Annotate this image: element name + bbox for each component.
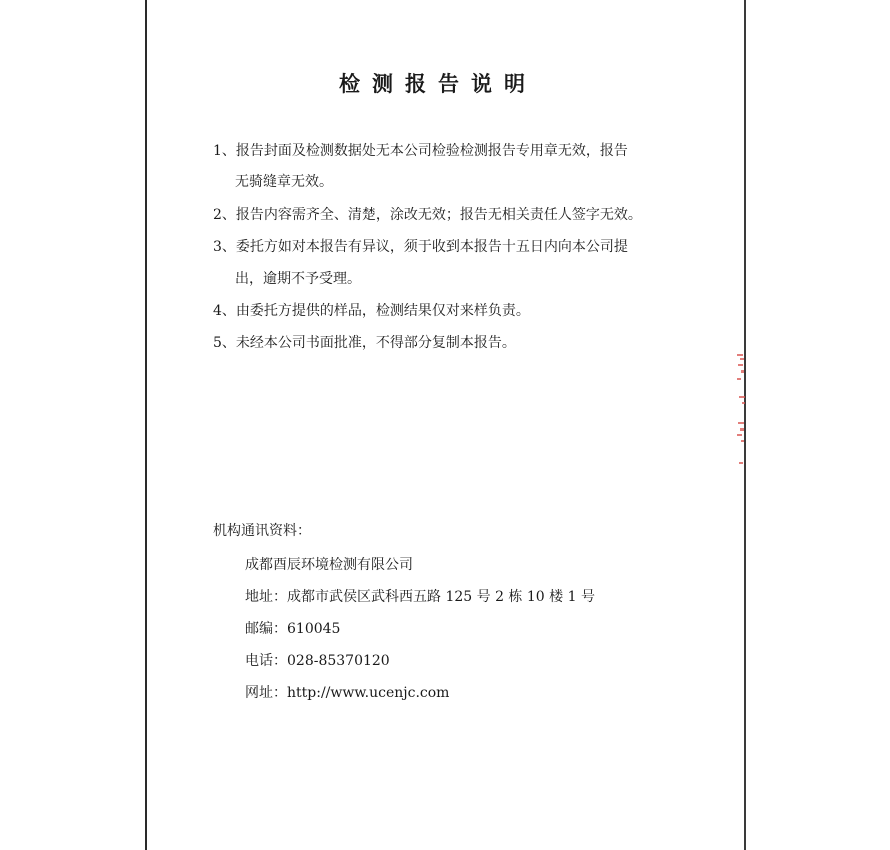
contact-heading: 机构通讯资料： <box>213 523 311 539</box>
clause-3-line-1: 3、委托方如对本报告有异议，须于收到本报告十五日内向本公司提 <box>213 239 628 255</box>
seam-seal-fragment-icon <box>735 352 747 472</box>
clause-1-line-2: 无骑缝章无效。 <box>235 174 333 190</box>
document-title: 检测报告说明 <box>339 71 537 96</box>
contact-postcode: 邮编：610045 <box>245 621 341 637</box>
clause-2-line-1: 2、报告内容需齐全、清楚，涂改无效；报告无相关责任人签字无效。 <box>213 207 642 223</box>
contact-address: 地址：成都市武侯区武科西五路 125 号 2 栋 10 楼 1 号 <box>245 589 595 605</box>
clause-4-line-1: 4、由委托方提供的样品，检测结果仅对来样负责。 <box>213 303 530 319</box>
contact-website: 网址：http://www.ucenjc.com <box>245 685 450 701</box>
contact-company: 成都酉辰环境检测有限公司 <box>245 557 413 573</box>
clause-3-line-2: 出，逾期不予受理。 <box>235 271 361 287</box>
clause-1-line-1: 1、报告封面及检测数据处无本公司检验检测报告专用章无效，报告 <box>213 143 628 159</box>
document-page <box>147 0 744 850</box>
clause-5-line-1: 5、未经本公司书面批准，不得部分复制本报告。 <box>213 335 516 351</box>
contact-phone: 电话：028-85370120 <box>245 653 390 669</box>
